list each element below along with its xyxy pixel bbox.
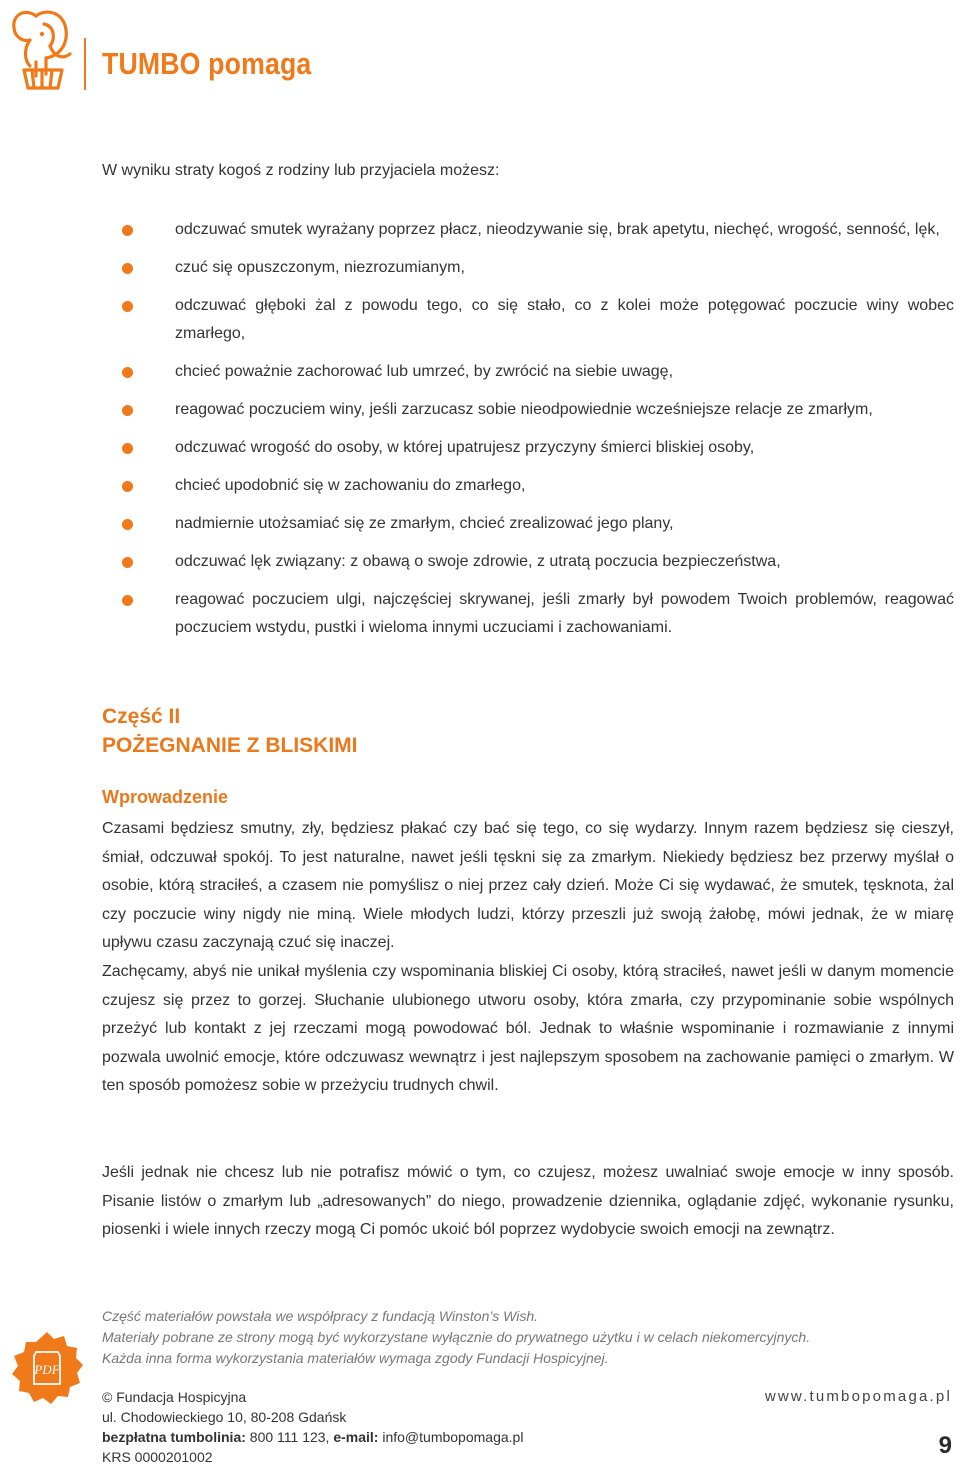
pdf-badge-label: PDF bbox=[34, 1362, 60, 1377]
hotline-number: 800 111 123, bbox=[249, 1429, 330, 1445]
bullet-dot-icon bbox=[122, 367, 133, 378]
list-item bbox=[102, 510, 954, 538]
body-paragraph: Zachęcamy, abyś nie unikał myślenia czy wspominania bliskiej Ci osoby, którą straciłeś, nawet jeśli w danym momencie czujesz się przez to gorzej. Słuchanie ulubionego utworu osoby, która zmarła, czy przypominanie sobie wspólnych przeżyć lub kontakt z jej rzeczami mogą powodować ból. Jednak to właśnie wspominanie i rozmawianie z innymi pozwala uwolnić emocje, które odczuwasz wewnątrz i jest najlepszym sposobem na zachowanie pamięci o zmarłym. W ten sposób pomożesz sobie w przeżyciu trudnych chwil. bbox=[102, 963, 954, 1094]
bullet-dot-icon bbox=[122, 263, 133, 274]
bullet-dot-icon bbox=[122, 595, 133, 606]
org-name: © Fundacja Hospicyjna bbox=[102, 1389, 247, 1405]
list-item-text: chcieć upodobnić się w zachowaniu do zmarłego, bbox=[175, 477, 526, 494]
krs-number: KRS 0000201002 bbox=[102, 1449, 213, 1465]
list-item bbox=[102, 254, 954, 282]
body-paragraph: Czasami będziesz smutny, zły, będziesz płakać czy bać się tego, co się wydarzy. Innym razem będziesz się cieszył, śmiał, odczuwał spokój. To jest naturalne, nawet jeśli tęskni się za zmarłym. Niekiedy będziesz bez przerwy myślał o osobie, którą straciłeś, a czasem nie pomyślisz o niej przez cały dzień. Może Ci się wydawać, że smutek, tęsknota, żal czy poczucie winy nigdy nie miną. Wiele młodych ludzi, którzy przeszli już swoją żałobę, mówi jednak, że w miarę upływu czasu zaczynają czuć się inaczej. bbox=[102, 820, 954, 951]
list-item-text: reagować poczuciem ulgi, najczęściej skrywanej, jeśli zmarły był powodem Twoich problemów, reagować poczuciem wstydu, pustki i wieloma innymi uczuciami i zachowaniami. bbox=[175, 591, 954, 636]
list-item-text: odczuwać smutek wyrażany poprzez płacz, nieodzywanie się, brak apetytu, niechęć, wrogość, senność, lęk, bbox=[175, 221, 940, 238]
intro-text: W wyniku straty kogoś z rodziny lub przyjaciela możesz: bbox=[102, 162, 500, 179]
list-item bbox=[102, 472, 954, 500]
list-item-text: odczuwać lęk związany: z obawą o swoje zdrowie, z utratą poczucia bezpieczeństwa, bbox=[175, 553, 781, 570]
header-divider bbox=[84, 38, 86, 90]
footer-note-line: Każda inna forma wykorzystania materiałów wymaga zgody Fundacji Hospicyjnej. bbox=[102, 1350, 609, 1366]
footer-note-line: Część materiałów powstała we współpracy z fundacją Winston’s Wish. bbox=[102, 1308, 538, 1324]
body-paragraph: Jeśli jednak nie chcesz lub nie potrafisz mówić o tym, co czujesz, możesz uwalniać swoje emocje w inny sposób. Pisanie listów o zmarłym lub „adresowanych” do niego, prowadzenie dziennika, oglądanie zdjęć, wykonanie rysunku, piosenki i wiele innych rzeczy mogą Ci pomóc ukoić ból poprzez wydobycie swoich emocji na zewnątrz. bbox=[102, 1164, 954, 1238]
list-item bbox=[102, 358, 954, 386]
list-item-text: chcieć poważnie zachorować lub umrzeć, by zwrócić na siebie uwagę, bbox=[175, 363, 674, 380]
list-item-text: czuć się opuszczonym, niezrozumianym, bbox=[175, 259, 465, 276]
bullet-dot-icon bbox=[122, 225, 133, 236]
list-item-text: odczuwać głęboki żal z powodu tego, co się stało, co z kolei może potęgować poczucie winy wobec zmarłego, bbox=[175, 297, 954, 342]
contact-line bbox=[102, 1427, 523, 1447]
bullet-dot-icon bbox=[122, 405, 133, 416]
reactions-list bbox=[102, 216, 954, 652]
part-title: Część II bbox=[102, 705, 181, 728]
contact-block bbox=[102, 1387, 523, 1467]
list-item-text: odczuwać wrogość do osoby, w której upatrujesz przyczyny śmierci bliskiej osoby, bbox=[175, 439, 755, 456]
footer-note-line: Materiały pobrane ze strony mogą być wykorzystane wyłącznie do prywatnego użytku i w celach niekomercyjnych. bbox=[102, 1329, 811, 1345]
list-item bbox=[102, 292, 954, 348]
page-number: 9 bbox=[938, 1432, 952, 1459]
list-item bbox=[102, 548, 954, 576]
hotline-label: bezpłatna tumbolinia: bbox=[102, 1429, 246, 1445]
bullet-dot-icon bbox=[122, 557, 133, 568]
list-item-text: reagować poczuciem winy, jeśli zarzucasz sobie nieodpowiednie wcześniejsze relacje ze zmarłym, bbox=[175, 401, 873, 418]
footer-note bbox=[102, 1306, 810, 1369]
bullet-dot-icon bbox=[122, 301, 133, 312]
list-item bbox=[102, 434, 954, 462]
bullet-dot-icon bbox=[122, 443, 133, 454]
org-address: ul. Chodowieckiego 10, 80-208 Gdańsk bbox=[102, 1409, 347, 1425]
list-item bbox=[102, 396, 954, 424]
website-link[interactable]: www.tumbopomaga.pl bbox=[764, 1388, 952, 1405]
part-subtitle: POŻEGNANIE Z BLISKIMI bbox=[102, 734, 358, 757]
brand-title: TUMBO pomaga bbox=[102, 46, 312, 81]
list-item bbox=[102, 586, 954, 642]
email-label: e-mail: bbox=[333, 1429, 379, 1445]
email-address[interactable]: info@tumbopomaga.pl bbox=[382, 1429, 524, 1445]
list-item bbox=[102, 216, 954, 244]
list-item-text: nadmiernie utożsamiać się ze zmarłym, chcieć zrealizować jego plany, bbox=[175, 515, 674, 532]
section-heading: Wprowadzenie bbox=[102, 787, 229, 807]
bullet-dot-icon bbox=[122, 519, 133, 530]
elephant-logo-icon bbox=[6, 4, 78, 92]
pdf-badge-icon bbox=[9, 1330, 85, 1406]
bullet-dot-icon bbox=[122, 481, 133, 492]
